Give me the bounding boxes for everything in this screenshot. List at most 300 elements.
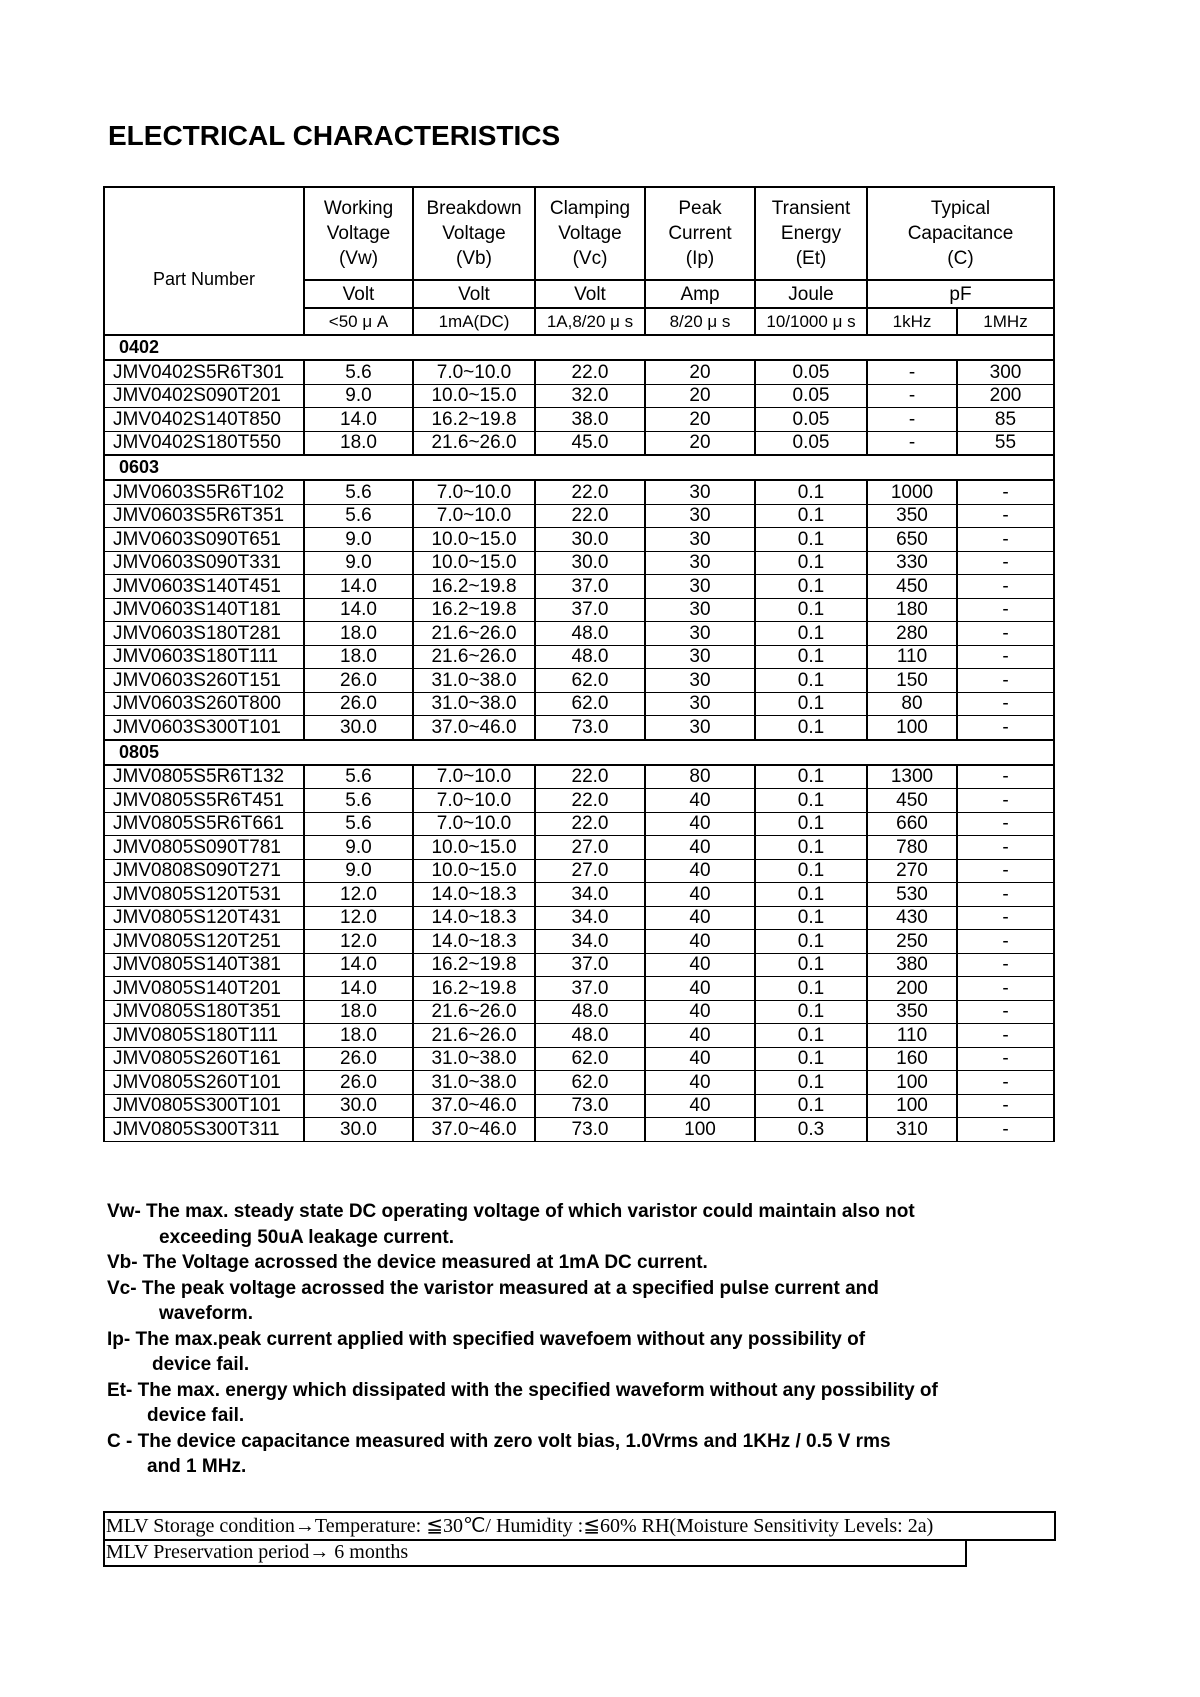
- table-row: [104, 575, 1054, 599]
- value-cell: -: [957, 836, 1054, 860]
- value-cell: 16.2~19.8: [413, 408, 535, 432]
- value-cell: 0.1: [755, 836, 867, 860]
- part-number-cell: JMV0805S120T251: [104, 930, 304, 954]
- value-cell: -: [867, 431, 957, 455]
- value-cell: 7.0~10.0: [413, 765, 535, 789]
- value-cell: 14.0~18.3: [413, 883, 535, 907]
- value-cell: 100: [867, 716, 957, 740]
- part-number-cell: JMV0603S090T331: [104, 551, 304, 575]
- value-cell: 14.0: [304, 977, 413, 1001]
- unit-cell: Amp: [645, 280, 755, 308]
- value-cell: 37.0: [535, 598, 645, 622]
- peak-current-header: Peak Current (Ip): [645, 187, 755, 280]
- value-cell: 40: [645, 1047, 755, 1071]
- value-cell: 30: [645, 669, 755, 693]
- value-cell: 21.6~26.0: [413, 1000, 535, 1024]
- value-cell: 530: [867, 883, 957, 907]
- part-number-cell: JMV0805S120T431: [104, 906, 304, 930]
- value-cell: -: [957, 883, 1054, 907]
- value-cell: 0.1: [755, 716, 867, 740]
- value-cell: 7.0~10.0: [413, 360, 535, 384]
- part-number-cell: JMV0603S260T151: [104, 669, 304, 693]
- value-cell: -: [957, 859, 1054, 883]
- value-cell: 80: [645, 765, 755, 789]
- value-cell: 5.6: [304, 360, 413, 384]
- value-cell: 30: [645, 645, 755, 669]
- value-cell: 0.1: [755, 1047, 867, 1071]
- value-cell: 40: [645, 906, 755, 930]
- value-cell: 48.0: [535, 622, 645, 646]
- table-row: [104, 598, 1054, 622]
- value-cell: 30.0: [535, 551, 645, 575]
- value-cell: 9.0: [304, 836, 413, 860]
- value-cell: -: [957, 1071, 1054, 1095]
- value-cell: -: [957, 906, 1054, 930]
- note-vw: Vw- The max. steady state DC operating voltage of which varistor could maintain also not exceeding 50uA leakage current.: [107, 1201, 915, 1248]
- value-cell: 40: [645, 859, 755, 883]
- value-cell: 0.1: [755, 812, 867, 836]
- value-cell: 40: [645, 930, 755, 954]
- value-cell: 0.05: [755, 408, 867, 432]
- value-cell: 18.0: [304, 431, 413, 455]
- value-cell: 31.0~38.0: [413, 1047, 535, 1071]
- value-cell: 31.0~38.0: [413, 692, 535, 716]
- value-cell: 100: [867, 1094, 957, 1118]
- value-cell: 26.0: [304, 669, 413, 693]
- note-vc: Vc- The peak voltage acrossed the varistor measured at a specified pulse current and waveform.: [107, 1277, 879, 1324]
- part-number-header: Part Number: [104, 187, 304, 335]
- value-cell: 30.0: [304, 716, 413, 740]
- value-cell: 0.1: [755, 1094, 867, 1118]
- part-number-cell: JMV0805S120T531: [104, 883, 304, 907]
- table-row: [104, 408, 1054, 432]
- value-cell: 0.05: [755, 431, 867, 455]
- value-cell: 100: [867, 1071, 957, 1095]
- value-cell: 30: [645, 504, 755, 528]
- value-cell: -: [957, 716, 1054, 740]
- value-cell: 40: [645, 883, 755, 907]
- part-number-cell: JMV0402S180T550: [104, 431, 304, 455]
- value-cell: 5.6: [304, 765, 413, 789]
- value-cell: 30: [645, 622, 755, 646]
- value-cell: 31.0~38.0: [413, 669, 535, 693]
- electrical-characteristics-table: [103, 186, 1055, 1142]
- value-cell: -: [957, 575, 1054, 599]
- unit-cell: Joule: [755, 280, 867, 308]
- table-row: [104, 836, 1054, 860]
- part-number-cell: JMV0805S300T311: [104, 1118, 304, 1142]
- value-cell: -: [957, 812, 1054, 836]
- value-cell: -: [957, 789, 1054, 813]
- value-cell: -: [957, 669, 1054, 693]
- value-cell: 660: [867, 812, 957, 836]
- preservation-period-line: MLV Preservation period→ 6 months: [103, 1539, 967, 1567]
- table-row: [104, 953, 1054, 977]
- condition-cell: 10/1000 μ s: [755, 308, 867, 335]
- value-cell: 73.0: [535, 1118, 645, 1142]
- group-row: [104, 335, 1054, 360]
- part-number-cell: JMV0603S140T451: [104, 575, 304, 599]
- part-number-cell: JMV0808S090T271: [104, 859, 304, 883]
- value-cell: 0.3: [755, 1118, 867, 1142]
- value-cell: 10.0~15.0: [413, 528, 535, 552]
- part-number-cell: JMV0603S140T181: [104, 598, 304, 622]
- value-cell: 450: [867, 575, 957, 599]
- value-cell: 18.0: [304, 1000, 413, 1024]
- table-row: [104, 789, 1054, 813]
- value-cell: 30: [645, 692, 755, 716]
- value-cell: 160: [867, 1047, 957, 1071]
- value-cell: 7.0~10.0: [413, 789, 535, 813]
- value-cell: 0.1: [755, 1071, 867, 1095]
- working-voltage-header: Working Voltage (Vw): [304, 187, 413, 280]
- table-row: [104, 859, 1054, 883]
- value-cell: 40: [645, 1024, 755, 1048]
- value-cell: 0.1: [755, 528, 867, 552]
- value-cell: 22.0: [535, 480, 645, 504]
- value-cell: 0.05: [755, 384, 867, 408]
- value-cell: 40: [645, 977, 755, 1001]
- table-row: [104, 1118, 1054, 1142]
- value-cell: 62.0: [535, 1071, 645, 1095]
- part-number-cell: JMV0603S180T111: [104, 645, 304, 669]
- value-cell: 310: [867, 1118, 957, 1142]
- unit-cell: pF: [867, 280, 1054, 308]
- value-cell: 430: [867, 906, 957, 930]
- value-cell: 62.0: [535, 692, 645, 716]
- value-cell: 0.1: [755, 789, 867, 813]
- transient-energy-header: Transient Energy (Et): [755, 187, 867, 280]
- group-label: 0402: [104, 335, 1054, 360]
- value-cell: 18.0: [304, 622, 413, 646]
- value-cell: 16.2~19.8: [413, 977, 535, 1001]
- part-number-cell: JMV0805S5R6T661: [104, 812, 304, 836]
- part-number-cell: JMV0603S300T101: [104, 716, 304, 740]
- value-cell: 48.0: [535, 645, 645, 669]
- value-cell: 0.1: [755, 930, 867, 954]
- value-cell: 9.0: [304, 528, 413, 552]
- condition-cell: 1A,8/20 μ s: [535, 308, 645, 335]
- clamping-voltage-header: Clamping Voltage (Vc): [535, 187, 645, 280]
- value-cell: 14.0: [304, 598, 413, 622]
- value-cell: 14.0: [304, 953, 413, 977]
- value-cell: 1000: [867, 480, 957, 504]
- value-cell: 7.0~10.0: [413, 480, 535, 504]
- value-cell: 22.0: [535, 504, 645, 528]
- value-cell: 0.1: [755, 575, 867, 599]
- table-row: [104, 622, 1054, 646]
- table-row: [104, 504, 1054, 528]
- value-cell: 330: [867, 551, 957, 575]
- value-cell: 40: [645, 1071, 755, 1095]
- part-number-cell: JMV0603S5R6T351: [104, 504, 304, 528]
- table-row: [104, 765, 1054, 789]
- value-cell: 110: [867, 645, 957, 669]
- table-row: [104, 431, 1054, 455]
- value-cell: 780: [867, 836, 957, 860]
- value-cell: 450: [867, 789, 957, 813]
- value-cell: 0.1: [755, 480, 867, 504]
- condition-cell: 1mA(DC): [413, 308, 535, 335]
- value-cell: -: [957, 1000, 1054, 1024]
- value-cell: 0.05: [755, 360, 867, 384]
- value-cell: 20: [645, 360, 755, 384]
- value-cell: 10.0~15.0: [413, 551, 535, 575]
- value-cell: 16.2~19.8: [413, 598, 535, 622]
- value-cell: 350: [867, 1000, 957, 1024]
- group-row: [104, 740, 1054, 765]
- value-cell: -: [957, 551, 1054, 575]
- value-cell: 21.6~26.0: [413, 431, 535, 455]
- value-cell: 10.0~15.0: [413, 859, 535, 883]
- breakdown-voltage-header: Breakdown Voltage (Vb): [413, 187, 535, 280]
- value-cell: 30: [645, 575, 755, 599]
- value-cell: 5.6: [304, 789, 413, 813]
- table-row: [104, 906, 1054, 930]
- value-cell: 48.0: [535, 1024, 645, 1048]
- value-cell: 40: [645, 1094, 755, 1118]
- value-cell: 0.1: [755, 645, 867, 669]
- value-cell: 38.0: [535, 408, 645, 432]
- value-cell: 0.1: [755, 765, 867, 789]
- value-cell: 7.0~10.0: [413, 504, 535, 528]
- value-cell: 22.0: [535, 360, 645, 384]
- value-cell: 0.1: [755, 859, 867, 883]
- value-cell: 12.0: [304, 883, 413, 907]
- table-row: [104, 528, 1054, 552]
- value-cell: 27.0: [535, 859, 645, 883]
- part-number-cell: JMV0805S090T781: [104, 836, 304, 860]
- value-cell: 20: [645, 408, 755, 432]
- value-cell: -: [957, 528, 1054, 552]
- condition-cell: 8/20 μ s: [645, 308, 755, 335]
- value-cell: 22.0: [535, 812, 645, 836]
- value-cell: 55: [957, 431, 1054, 455]
- value-cell: 110: [867, 1024, 957, 1048]
- value-cell: 37.0: [535, 953, 645, 977]
- value-cell: -: [957, 930, 1054, 954]
- part-number-cell: JMV0805S180T111: [104, 1024, 304, 1048]
- value-cell: 37.0~46.0: [413, 1118, 535, 1142]
- note-c: C - The device capacitance measured with zero volt bias, 1.0Vrms and 1KHz / 0.5 V rms and 1 MHz.: [107, 1430, 891, 1477]
- group-row: [104, 455, 1054, 480]
- table-row: [104, 692, 1054, 716]
- value-cell: 9.0: [304, 384, 413, 408]
- value-cell: 10.0~15.0: [413, 836, 535, 860]
- value-cell: 100: [645, 1118, 755, 1142]
- value-cell: 16.2~19.8: [413, 953, 535, 977]
- value-cell: 40: [645, 1000, 755, 1024]
- value-cell: 40: [645, 812, 755, 836]
- value-cell: 73.0: [535, 1094, 645, 1118]
- value-cell: 200: [867, 977, 957, 1001]
- value-cell: 27.0: [535, 836, 645, 860]
- table-row: [104, 669, 1054, 693]
- value-cell: 9.0: [304, 859, 413, 883]
- table-body: [104, 335, 1054, 1141]
- value-cell: 250: [867, 930, 957, 954]
- value-cell: 14.0~18.3: [413, 906, 535, 930]
- value-cell: 21.6~26.0: [413, 622, 535, 646]
- value-cell: 650: [867, 528, 957, 552]
- part-number-cell: JMV0402S5R6T301: [104, 360, 304, 384]
- value-cell: 40: [645, 836, 755, 860]
- table-row: [104, 1047, 1054, 1071]
- value-cell: 0.1: [755, 669, 867, 693]
- value-cell: 12.0: [304, 930, 413, 954]
- value-cell: 26.0: [304, 1047, 413, 1071]
- value-cell: 37.0: [535, 575, 645, 599]
- value-cell: 37.0~46.0: [413, 1094, 535, 1118]
- value-cell: 350: [867, 504, 957, 528]
- part-number-cell: JMV0805S260T101: [104, 1071, 304, 1095]
- value-cell: 270: [867, 859, 957, 883]
- value-cell: 0.1: [755, 906, 867, 930]
- table-row: [104, 1071, 1054, 1095]
- value-cell: -: [957, 692, 1054, 716]
- value-cell: 10.0~15.0: [413, 384, 535, 408]
- value-cell: 30: [645, 598, 755, 622]
- value-cell: -: [957, 1024, 1054, 1048]
- value-cell: -: [957, 598, 1054, 622]
- value-cell: 9.0: [304, 551, 413, 575]
- table-row: [104, 384, 1054, 408]
- value-cell: -: [867, 360, 957, 384]
- note-vb: Vb- The Voltage acrossed the device measured at 1mA DC current.: [107, 1252, 708, 1273]
- value-cell: 0.1: [755, 504, 867, 528]
- part-number-cell: JMV0603S260T800: [104, 692, 304, 716]
- value-cell: -: [867, 384, 957, 408]
- value-cell: 0.1: [755, 692, 867, 716]
- value-cell: 73.0: [535, 716, 645, 740]
- value-cell: 0.1: [755, 598, 867, 622]
- storage-condition-line: MLV Storage condition→Temperature: ≦30℃/ Humidity :≦60% RH(Moisture Sensitivity Levels: 2a): [103, 1511, 1056, 1541]
- part-number-cell: JMV0805S5R6T451: [104, 789, 304, 813]
- value-cell: 30.0: [304, 1094, 413, 1118]
- value-cell: 62.0: [535, 669, 645, 693]
- condition-cell: <50 μ A: [304, 308, 413, 335]
- value-cell: -: [957, 765, 1054, 789]
- typical-capacitance-header: Typical Capacitance (C): [867, 187, 1054, 280]
- value-cell: 22.0: [535, 765, 645, 789]
- value-cell: 30.0: [304, 1118, 413, 1142]
- value-cell: 5.6: [304, 504, 413, 528]
- value-cell: 40: [645, 953, 755, 977]
- value-cell: 0.1: [755, 953, 867, 977]
- value-cell: 380: [867, 953, 957, 977]
- value-cell: 62.0: [535, 1047, 645, 1071]
- table-row: [104, 1000, 1054, 1024]
- condition-cell: 1MHz: [957, 308, 1054, 335]
- value-cell: 0.1: [755, 1000, 867, 1024]
- value-cell: 45.0: [535, 431, 645, 455]
- table-row: [104, 551, 1054, 575]
- value-cell: 18.0: [304, 645, 413, 669]
- part-number-cell: JMV0805S260T161: [104, 1047, 304, 1071]
- value-cell: -: [957, 480, 1054, 504]
- value-cell: -: [957, 1094, 1054, 1118]
- value-cell: 0.1: [755, 551, 867, 575]
- value-cell: 20: [645, 384, 755, 408]
- value-cell: -: [957, 1047, 1054, 1071]
- value-cell: 16.2~19.8: [413, 575, 535, 599]
- value-cell: 150: [867, 669, 957, 693]
- table-row: [104, 645, 1054, 669]
- part-number-cell: JMV0603S5R6T102: [104, 480, 304, 504]
- value-cell: 14.0~18.3: [413, 930, 535, 954]
- definitions-notes: [107, 1199, 1107, 1480]
- table-row: [104, 883, 1054, 907]
- part-number-cell: JMV0805S300T101: [104, 1094, 304, 1118]
- value-cell: 22.0: [535, 789, 645, 813]
- value-cell: -: [957, 504, 1054, 528]
- value-cell: 40: [645, 789, 755, 813]
- value-cell: 30.0: [535, 528, 645, 552]
- value-cell: 0.1: [755, 883, 867, 907]
- table-row: [104, 1094, 1054, 1118]
- part-number-cell: JMV0805S5R6T132: [104, 765, 304, 789]
- value-cell: -: [957, 953, 1054, 977]
- table-row: [104, 360, 1054, 384]
- table-row: [104, 812, 1054, 836]
- value-cell: 37.0: [535, 977, 645, 1001]
- value-cell: 0.1: [755, 1024, 867, 1048]
- value-cell: 180: [867, 598, 957, 622]
- value-cell: 5.6: [304, 480, 413, 504]
- part-number-cell: JMV0603S090T651: [104, 528, 304, 552]
- value-cell: 18.0: [304, 1024, 413, 1048]
- part-number-cell: JMV0402S090T201: [104, 384, 304, 408]
- value-cell: 300: [957, 360, 1054, 384]
- unit-cell: Volt: [304, 280, 413, 308]
- value-cell: 37.0~46.0: [413, 716, 535, 740]
- part-number-cell: JMV0603S180T281: [104, 622, 304, 646]
- value-cell: 80: [867, 692, 957, 716]
- value-cell: 0.1: [755, 977, 867, 1001]
- value-cell: 20: [645, 431, 755, 455]
- value-cell: 21.6~26.0: [413, 1024, 535, 1048]
- value-cell: 280: [867, 622, 957, 646]
- value-cell: 34.0: [535, 906, 645, 930]
- value-cell: 14.0: [304, 408, 413, 432]
- table-row: [104, 977, 1054, 1001]
- value-cell: 85: [957, 408, 1054, 432]
- part-number-cell: JMV0402S140T850: [104, 408, 304, 432]
- group-label: 0603: [104, 455, 1054, 480]
- value-cell: 26.0: [304, 1071, 413, 1095]
- table-row: [104, 480, 1054, 504]
- unit-cell: Volt: [535, 280, 645, 308]
- note-ip: Ip- The max.peak current applied with specified wavefoem without any possibility of device fail.: [107, 1328, 866, 1375]
- value-cell: 30: [645, 551, 755, 575]
- value-cell: 26.0: [304, 692, 413, 716]
- value-cell: 0.1: [755, 622, 867, 646]
- group-label: 0805: [104, 740, 1054, 765]
- condition-cell: 1kHz: [867, 308, 957, 335]
- part-number-cell: JMV0805S180T351: [104, 1000, 304, 1024]
- note-et: Et- The max. energy which dissipated with the specified waveform without any possibility of device fail.: [107, 1379, 938, 1426]
- value-cell: 30: [645, 528, 755, 552]
- value-cell: -: [957, 645, 1054, 669]
- value-cell: 30: [645, 716, 755, 740]
- value-cell: 21.6~26.0: [413, 645, 535, 669]
- value-cell: 48.0: [535, 1000, 645, 1024]
- value-cell: 30: [645, 480, 755, 504]
- table-row: [104, 930, 1054, 954]
- value-cell: 7.0~10.0: [413, 812, 535, 836]
- value-cell: 5.6: [304, 812, 413, 836]
- part-number-cell: JMV0805S140T381: [104, 953, 304, 977]
